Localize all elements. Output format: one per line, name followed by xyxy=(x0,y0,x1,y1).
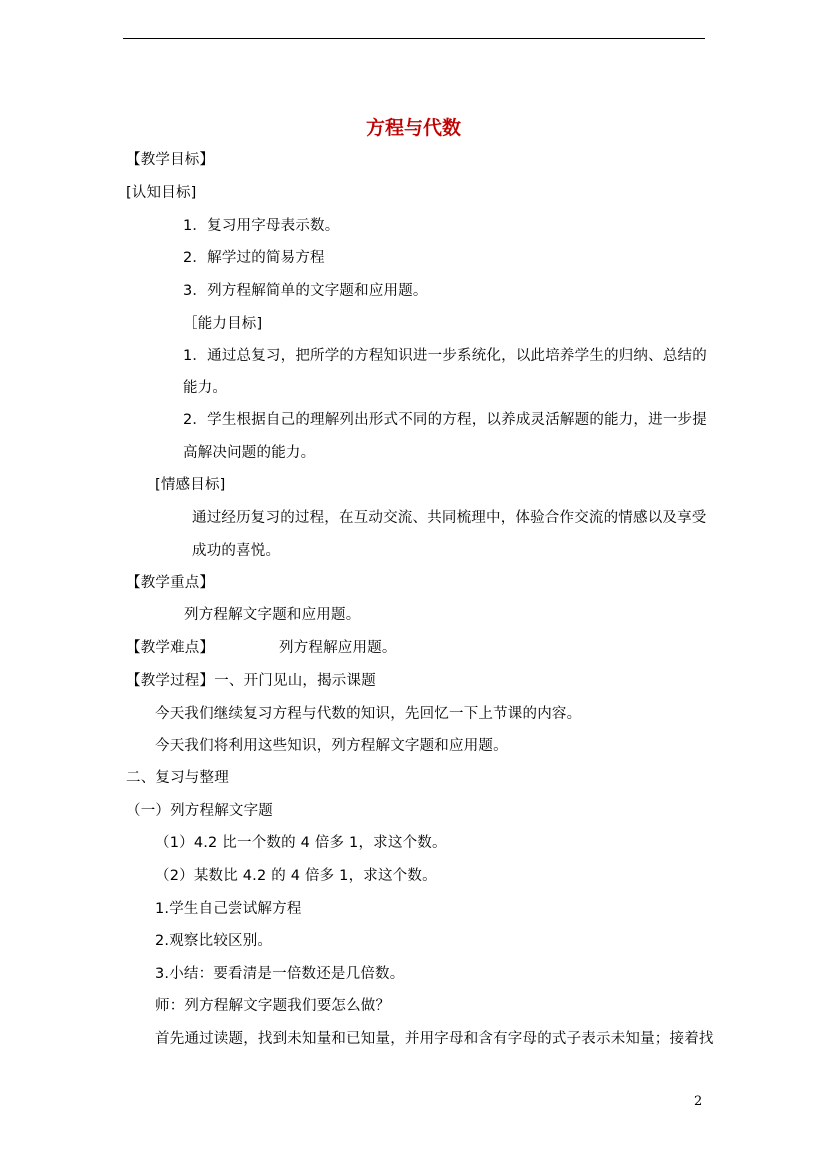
section-heading-difficulties: 【教学难点】 xyxy=(126,640,215,656)
text-line: 1.学生自己尝试解方程 xyxy=(155,901,302,917)
document-title: 方程与代数 xyxy=(365,117,461,139)
section-heading-objectives: 【教学目标】 xyxy=(126,152,215,168)
text-line: 列方程解应用题。 xyxy=(279,640,397,656)
text-line: 今天我们继续复习方程与代数的知识，先回忆一下上节课的内容。 xyxy=(155,706,582,722)
text-line: 通过经历复习的过程，在互动交流、共同梳理中，体验合作交流的情感以及享受 xyxy=(192,510,707,526)
subheading-emotional: [情感目标] xyxy=(155,477,226,493)
section-heading-review: 二、复习与整理 xyxy=(126,770,229,786)
text-line: 师：列方程解文字题我们要怎么做？ xyxy=(155,998,391,1014)
text-line: 2.观察比较区别。 xyxy=(155,933,273,949)
text-line: （1）4.2 比一个数的 4 倍多 1，求这个数。 xyxy=(155,835,447,851)
text-line: 3.小结：要看清是一倍数还是几倍数。 xyxy=(155,966,405,982)
text-line: 1．通过总复习，把所学的方程知识进一步系统化，以此培养学生的归纳、总结的 xyxy=(183,348,707,364)
subheading-ability: ［能力目标] xyxy=(183,316,263,332)
text-line: 3．列方程解简单的文字题和应用题。 xyxy=(183,283,428,299)
subheading-cognitive: [认知目标] xyxy=(126,185,197,201)
text-line: （2）某数比 4.2 的 4 倍多 1，求这个数。 xyxy=(155,868,437,884)
text-line: 2．学生根据自己的理解列出形式不同的方程，以养成灵活解题的能力，进一步提 xyxy=(183,412,707,428)
text-line: 能力。 xyxy=(183,380,228,396)
text-line: 首先通过读题，找到未知量和已知量，并用字母和含有字母的式子表示未知量；接着找 xyxy=(155,1031,714,1047)
subheading-word-problems: （一）列方程解文字题 xyxy=(126,803,273,819)
text-line: 今天我们将利用这些知识，列方程解文字题和应用题。 xyxy=(155,738,508,754)
text-line: 高解决问题的能力。 xyxy=(183,445,316,461)
text-line: 列方程解文字题和应用题。 xyxy=(184,607,361,623)
header-rule xyxy=(123,38,705,39)
text-line: 2．解学过的简易方程 xyxy=(183,250,325,266)
text-line: 成功的喜悦。 xyxy=(192,543,281,559)
text-line: 1．复习用字母表示数。 xyxy=(183,218,340,234)
page-number: 2 xyxy=(694,1094,703,1109)
section-heading-key-points: 【教学重点】 xyxy=(126,575,215,591)
section-heading-process: 【教学过程】一、开门见山，揭示课题 xyxy=(126,673,376,689)
